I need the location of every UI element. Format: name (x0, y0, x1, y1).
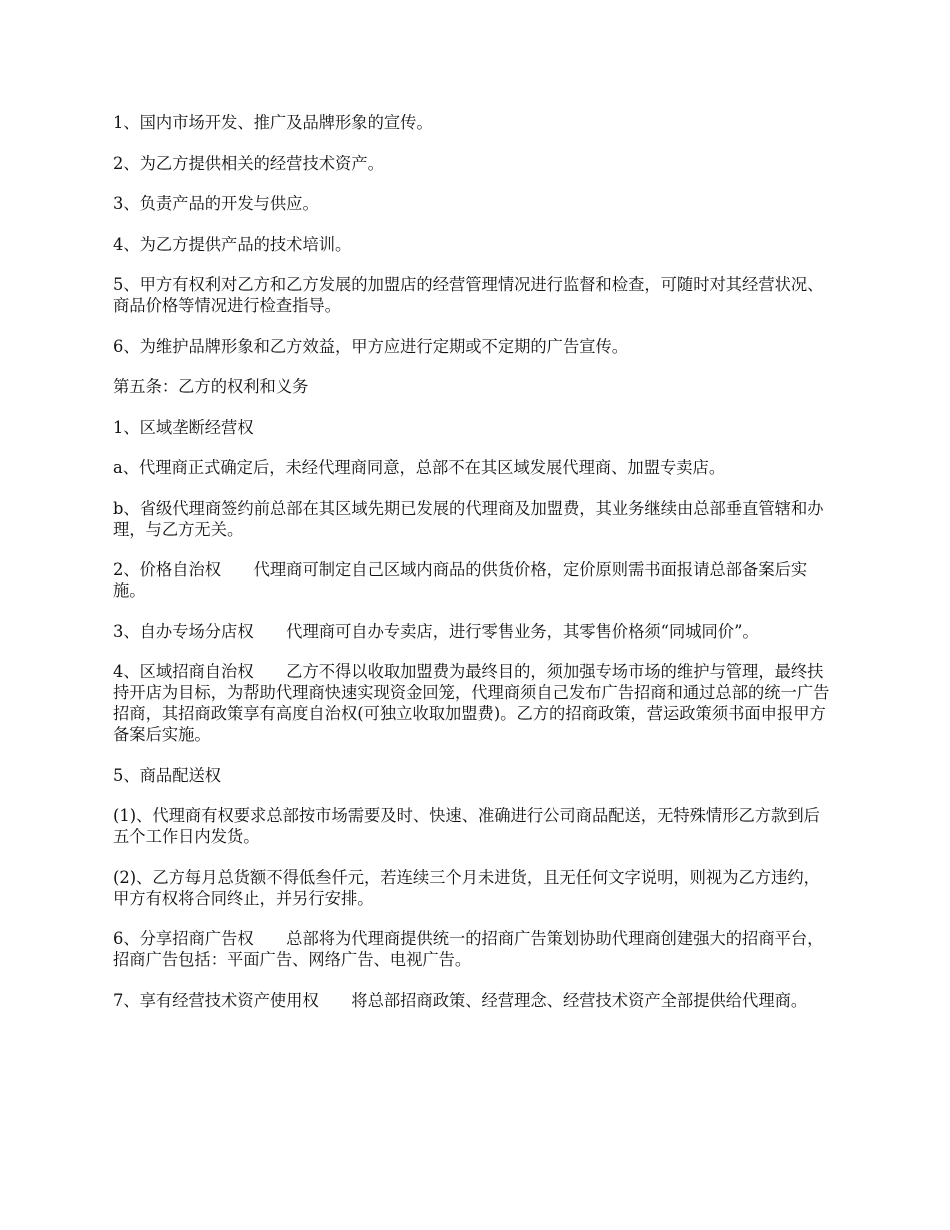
paragraph-obligation-5: 5、甲方有权利对乙方和乙方发展的加盟店的经营管理情况进行监督和检查，可随时对其经营状况、商品价格等情况进行检查指导。 (113, 275, 824, 315)
paragraph-right-6: 6、分享招商广告权 总部将为代理商提供统一的招商广告策划协助代理商创建强大的招商平台，招商广告包括：平面广告、网络广告、电视广告。 (113, 929, 824, 969)
paragraph-obligation-1: 1、国内市场开发、推广及品牌形象的宣传。 (113, 113, 433, 132)
paragraph-right-1b: b、省级代理商签约前总部在其区域先期已发展的代理商及加盟费，其业务继续由总部垂直管辖和办理，与乙方无关。 (113, 498, 824, 539)
paragraph-obligation-6: 6、为维护品牌形象和乙方效益，甲方应进行定期或不定期的广告宣传。 (113, 336, 629, 356)
paragraph-obligation-2: 2、为乙方提供相关的经营技术资产。 (113, 153, 384, 173)
paragraph-right-5: 5、商品配送权 (113, 765, 222, 785)
section-heading-article-5: 第五条：乙方的权利和义务 (113, 377, 309, 396)
document-body (113, 112, 833, 1030)
paragraph-right-5-2: (2)、乙方每月总货额不得低叁仟元，若连续三个月未进货，且无任何文字说明，则视为乙方违约，甲方有权将合同终止，并另行安排。 (113, 867, 820, 908)
paragraph-right-4: 4、区域招商自治权 乙方不得以收取加盟费为最终目的，须加强专场市场的维护与管理，最终扶持开店为目标，为帮助代理商快速实现资金回笼，代理商须自己发布广告招商和通过总部的统一广告招商，其招商政策享有高度自治权(可独立收取加盟费)。乙方的招商政策，营运政策须书面申报甲方备案后实施。 (113, 662, 830, 744)
paragraph-right-3: 3、自办专场分店权 代理商可自办专卖店，进行零售业务，其零售价格须“同城同价”。 (113, 621, 759, 641)
paragraph-right-7: 7、享有经营技术资产使用权 将总部招商政策、经营理念、经营技术资产全部提供给代理商。 (113, 990, 808, 1010)
paragraph-obligation-4: 4、为乙方提供产品的技术培训。 (113, 234, 352, 254)
paragraph-right-5-1: (1)、代理商有权要求总部按市场需要及时、快速、准确进行公司商品配送，无特殊情形乙方款到后五个工作日内发货。 (113, 806, 820, 846)
paragraph-right-1: 1、区域垄断经营权 (113, 417, 254, 437)
paragraph-right-2: 2、价格自治权 代理商可制定自己区域内商品的供货价格，定价原则需书面报请总部备案后实施。 (113, 560, 808, 600)
paragraph-right-1a: a、代理商正式确定后，未经代理商同意，总部不在其区域发展代理商、加盟专卖店。 (113, 458, 726, 477)
paragraph-obligation-3: 3、负责产品的开发与供应。 (113, 194, 319, 213)
